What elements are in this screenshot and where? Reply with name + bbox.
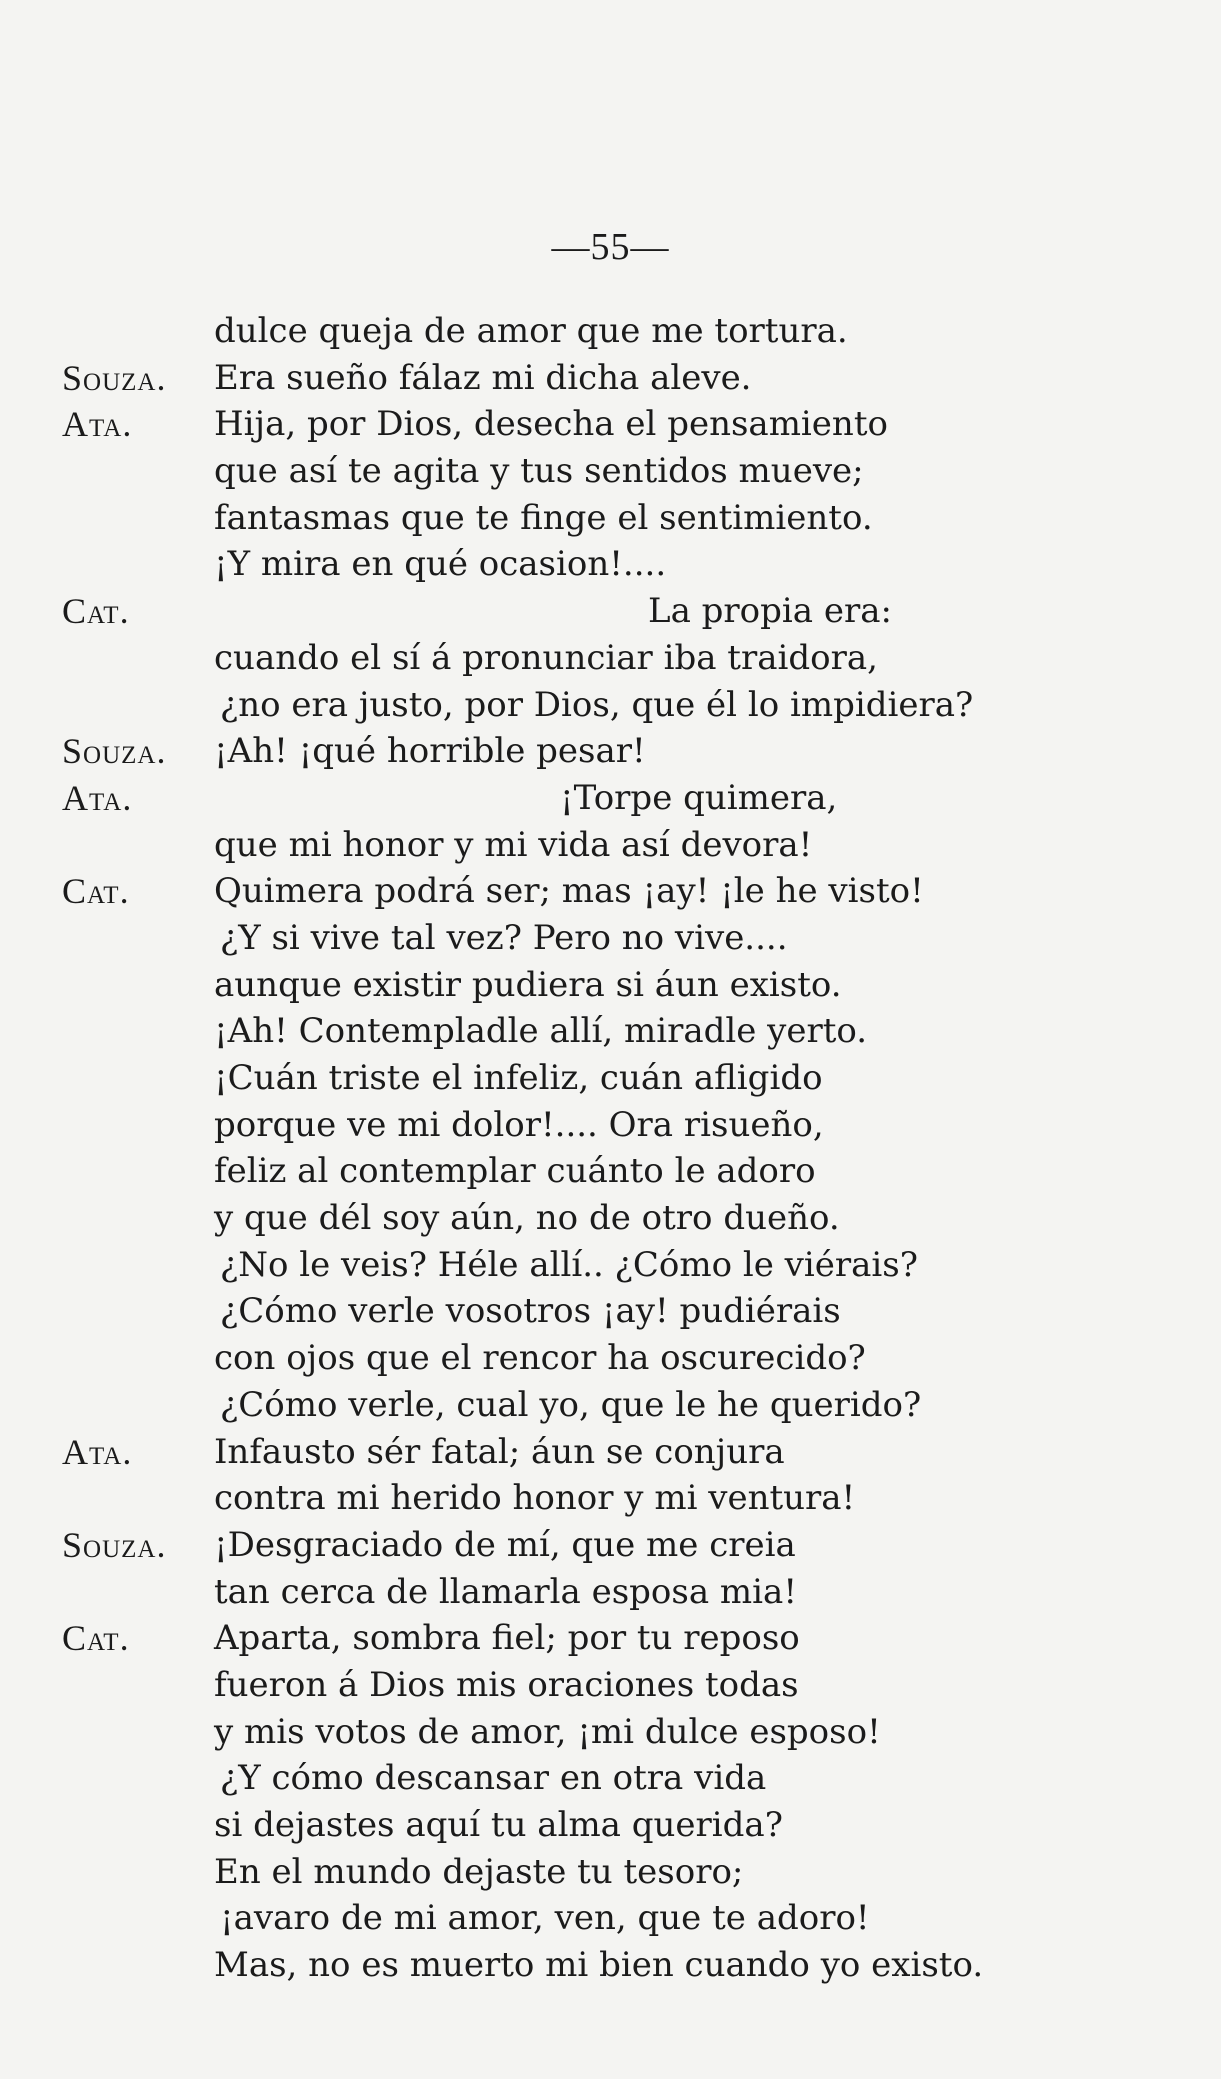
verse-line [0, 1102, 1221, 1149]
verse-text: Hija, por Dios, desecha el pensamiento [214, 404, 888, 445]
verse-text: Aparta, sombra fiel; por tu reposo [214, 1618, 800, 1659]
verse-lines [0, 308, 1221, 1989]
verse-line [0, 635, 1221, 682]
verse-line [0, 1429, 1221, 1476]
verse-line [0, 1148, 1221, 1195]
verse-line [0, 1895, 1221, 1942]
verse-text: tan cerca de llamarla esposa mia! [214, 1571, 797, 1612]
verse-line [0, 1849, 1221, 1896]
verse-text: cuando el sí á pronunciar iba traidora, [214, 637, 878, 678]
verse-text: porque ve mi dolor!.... Ora risueño, [214, 1104, 824, 1145]
verse-line [0, 1475, 1221, 1522]
verse-line [0, 588, 1221, 635]
verse-text: dulce queja de amor que me tortura. [214, 311, 848, 351]
verse-line [0, 1055, 1221, 1102]
verse-text: con ojos que el rencor ha oscurecido? [214, 1338, 866, 1379]
verse-line [0, 495, 1221, 542]
verse-line [0, 1802, 1221, 1849]
verse-line [0, 1522, 1221, 1569]
verse-line [0, 868, 1221, 915]
verse-line [0, 1942, 1221, 1989]
verse-text: ¿Y cómo descansar en otra vida [220, 1758, 767, 1799]
verse-text: ¡Ah! Contempladle allí, miradle yerto. [214, 1011, 868, 1052]
verse-line [0, 1382, 1221, 1429]
verse-text: que así te agita y tus sentidos mueve; [214, 451, 864, 492]
verse-text: ¡avaro de mi amor, ven, que te adoro! [220, 1898, 870, 1939]
verse-line [0, 541, 1221, 588]
verse-line [0, 401, 1221, 448]
verse-text: ¡Cuán triste el infeliz, cuán afligido [214, 1058, 823, 1098]
speaker-name: Ata. [62, 777, 133, 818]
verse-text: La propia era: [648, 591, 892, 632]
verse-text: y mis votos de amor, ¡mi dulce esposo! [214, 1711, 881, 1752]
verse-line [0, 775, 1221, 822]
verse-line [0, 1569, 1221, 1616]
verse-line [0, 728, 1221, 775]
verse-text: Infausto sér fatal; áun se conjura [214, 1431, 785, 1472]
speaker-name: Ata. [62, 404, 133, 445]
verse-text: aunque existir pudiera si áun existo. [214, 964, 842, 1005]
speaker-name: Souza. [62, 1524, 167, 1565]
verse-text: ¿Cómo verle, cual yo, que le he querido? [220, 1384, 922, 1425]
verse-line [0, 1288, 1221, 1335]
verse-text: ¡Desgraciado de mí, que me creia [214, 1524, 796, 1565]
verse-line [0, 915, 1221, 962]
verse-line [0, 822, 1221, 869]
verse-line [0, 355, 1221, 402]
verse-text: Quimera podrá ser; mas ¡ay! ¡le he visto! [214, 871, 924, 912]
verse-line [0, 448, 1221, 495]
verse-text: y que dél soy aún, no de otro dueño. [214, 1198, 840, 1239]
speaker-name: Ata. [62, 1431, 133, 1472]
verse-text: si dejastes aquí tu alma querida? [214, 1805, 783, 1845]
verse-text: Era sueño fálaz mi dicha aleve. [214, 357, 752, 398]
verse-line [0, 1008, 1221, 1055]
speaker-name: Cat. [62, 1618, 130, 1659]
verse-text: ¡Y mira en qué ocasion!.... [214, 544, 667, 585]
speaker-name: Cat. [62, 871, 130, 912]
verse-line [0, 1615, 1221, 1662]
verse-line [0, 962, 1221, 1009]
verse-text: ¿Y si vive tal vez? Pero no vive.... [220, 917, 788, 958]
verse-line [0, 1335, 1221, 1382]
verse-line [0, 682, 1221, 729]
verse-line [0, 1242, 1221, 1289]
verse-text: ¡Torpe quimera, [560, 777, 838, 818]
verse-text: fueron á Dios mis oraciones todas [214, 1664, 799, 1705]
verse-text: En el mundo dejaste tu tesoro; [214, 1851, 744, 1892]
verse-text: ¿Cómo verle vosotros ¡ay! pudiérais [220, 1291, 841, 1332]
verse-text: feliz al contemplar cuánto le adoro [214, 1151, 816, 1192]
verse-text: contra mi herido honor y mi ventura! [214, 1478, 856, 1519]
verse-text: ¡Ah! ¡qué horrible pesar! [214, 731, 646, 772]
speaker-name: Souza. [62, 357, 167, 398]
verse-line [0, 308, 1221, 355]
verse-line [0, 1662, 1221, 1709]
verse-text: ¿No le veis? Héle allí.. ¿Cómo le viérais? [220, 1244, 918, 1285]
page-number: —55— [551, 226, 670, 268]
verse-text: Mas, no es muerto mi bien cuando yo existo. [214, 1945, 984, 1986]
speaker-name: Cat. [62, 591, 130, 632]
verse-line [0, 1755, 1221, 1802]
verse-text: fantasmas que te finge el sentimiento. [214, 497, 873, 538]
speaker-name: Souza. [62, 731, 167, 772]
verse-text: que mi honor y mi vida así devora! [214, 824, 813, 865]
verse-line [0, 1195, 1221, 1242]
verse-line [0, 1709, 1221, 1756]
verse-text: ¿no era justo, por Dios, que él lo impidiera? [220, 684, 974, 725]
